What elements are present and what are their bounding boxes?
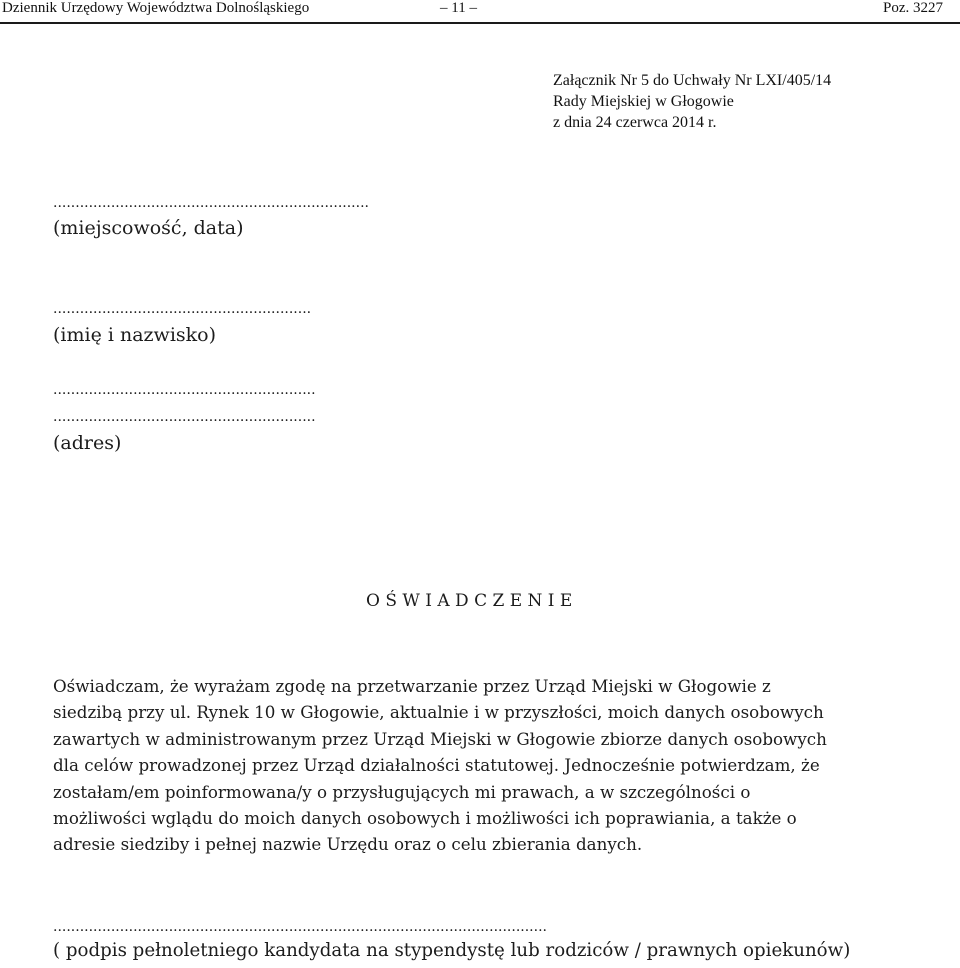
statement-line: Oświadczam, że wyrażam zgodę na przetwarzanie przez Urząd Miejski w Głogowie z (53, 676, 771, 696)
journal-title: Dziennik Urzędowy Województwa Dolnośląskiego (2, 0, 310, 16)
signature-line: ............................................................................................................... (53, 920, 547, 934)
address-label: (adres) (53, 432, 122, 454)
statement-line: dla celów prowadzonej przez Urząd działalności statutowej. Jednocześnie potwierdzam, że (53, 755, 820, 776)
statement-line: zostałam/em poinformowana/y o przysługujących mi prawach, a w szczególności o (53, 781, 751, 802)
position-number: Poz. 3227 (883, 0, 943, 16)
annex-line-3: z dnia 24 czerwca 2014 r. (553, 114, 717, 131)
statement-line: zawartych w administrowanym przez Urząd Miejski w Głogowie zbiorze danych osobowych (53, 728, 827, 749)
annex-reference (553, 70, 831, 133)
annex-line-1: Załącznik Nr 5 do Uchwały Nr LXI/405/14 (553, 72, 832, 89)
statement-body (53, 673, 933, 858)
statement-line: siedzibą przy ul. Rynek 10 w Głogowie, aktualnie i w przyszłości, moich danych osobowych (53, 702, 824, 723)
name-label: (imię i nazwisko) (53, 324, 217, 346)
place-date-label: (miejscowość, data) (53, 217, 244, 239)
place-date-line: ....................................................................... (53, 196, 369, 210)
statement-title: OŚWIADCZENIE (366, 591, 578, 611)
signature-label: ( podpis pełnoletniego kandydata na stypendystę lub rodziców / prawnych opiekunów) (53, 940, 851, 961)
page-number: – 11 – (440, 0, 477, 16)
statement-line: możliwości wglądu do moich danych osobowych i możliwości ich poprawiania, a także o (53, 808, 797, 829)
page-header (0, 0, 960, 24)
address-line-1: ........................................................... (53, 383, 316, 397)
statement-line: adresie siedziby i pełnej nazwie Urzędu oraz o celu zbierania danych. (53, 834, 643, 855)
address-line-2: ........................................................... (53, 410, 316, 424)
name-line: .......................................................... (53, 302, 312, 316)
annex-line-2: Rady Miejskiej w Głogowie (553, 93, 734, 110)
